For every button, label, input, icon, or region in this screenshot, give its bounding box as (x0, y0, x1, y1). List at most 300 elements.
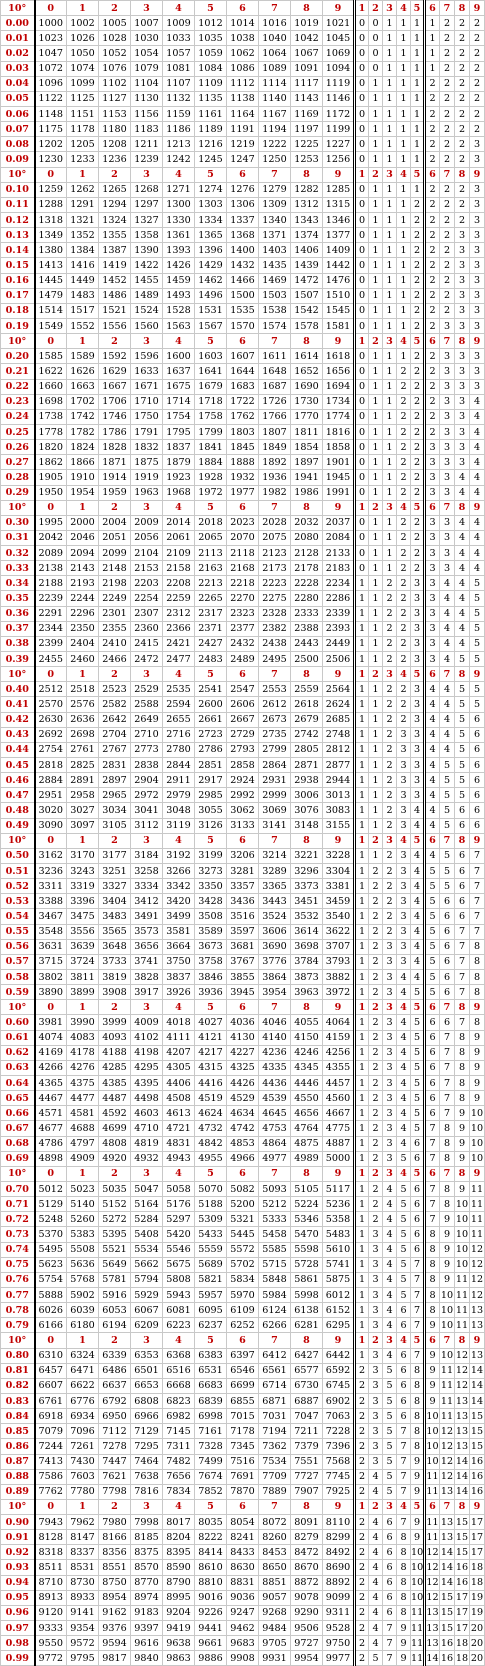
row-header-cell: 0.75 (1, 1257, 35, 1272)
value-cell: 5408 (131, 1227, 163, 1242)
value-cell: 1062 (227, 46, 259, 61)
value-cell: 4365 (35, 1075, 67, 1090)
value-cell: 4276 (67, 1060, 99, 1075)
value-cell: 1726 (259, 394, 291, 409)
column-header-cell: 3 (131, 1166, 163, 1181)
value-cell: 2529 (131, 682, 163, 697)
mean-difference-cell: 2 (440, 228, 455, 243)
value-cell: 9057 (259, 1590, 291, 1605)
value-cell: 7816 (131, 1484, 163, 1499)
mean-difference-cell: 5 (425, 864, 440, 879)
table-row (1, 1560, 485, 1575)
mean-difference-cell: 1 (369, 636, 383, 651)
value-cell: 2831 (99, 758, 131, 773)
mean-difference-cell: 11 (470, 1212, 485, 1227)
table-row (1, 485, 485, 500)
column-header-cell: 3 (383, 1499, 397, 1514)
value-cell: 6194 (99, 1318, 131, 1333)
row-header-cell: 0.35 (1, 591, 35, 606)
column-header-cell: 0 (35, 1499, 67, 1514)
mean-difference-cell: 17 (470, 1530, 485, 1545)
value-cell: 2972 (131, 788, 163, 803)
value-cell: 2864 (259, 758, 291, 773)
mean-difference-cell: 3 (470, 182, 485, 197)
value-cell: 1603 (195, 349, 227, 364)
value-cell: 1334 (195, 212, 227, 227)
value-cell: 1076 (99, 61, 131, 76)
mean-difference-cell: 2 (397, 364, 411, 379)
mean-difference-cell: 3 (411, 773, 425, 788)
mean-difference-cell: 1 (369, 788, 383, 803)
value-cell: 1390 (131, 243, 163, 258)
table-row (1, 1136, 485, 1151)
value-cell: 2113 (195, 546, 227, 561)
row-header-cell: 0.73 (1, 1227, 35, 1242)
mean-difference-cell: 7 (425, 1121, 440, 1136)
mean-difference-cell: 2 (397, 379, 411, 394)
value-cell: 1888 (227, 455, 259, 470)
value-cell: 1866 (67, 455, 99, 470)
value-cell: 2265 (195, 591, 227, 606)
value-cell: 1758 (195, 409, 227, 424)
mean-difference-cell: 9 (470, 1060, 485, 1075)
value-cell: 1426 (163, 258, 195, 273)
mean-difference-cell: 5 (397, 1197, 411, 1212)
mean-difference-cell: 10 (455, 1242, 470, 1257)
mean-difference-cell: 9 (440, 1272, 455, 1287)
mean-difference-cell: 2 (455, 137, 470, 152)
value-cell: 6577 (291, 1363, 323, 1378)
mean-difference-cell: 6 (440, 924, 455, 939)
value-cell: 1466 (227, 273, 259, 288)
value-cell: 6683 (195, 1378, 227, 1393)
mean-difference-cell: 4 (470, 455, 485, 470)
value-cell: 1914 (99, 470, 131, 485)
mean-difference-cell: 2 (411, 394, 425, 409)
value-cell: 1963 (131, 485, 163, 500)
mean-difference-cell: 7 (411, 1348, 425, 1363)
mean-difference-cell: 6 (411, 1136, 425, 1151)
value-cell: 5483 (323, 1227, 355, 1242)
value-cell: 3999 (99, 1015, 131, 1030)
value-cell: 4603 (131, 1106, 163, 1121)
row-header-cell: 0.55 (1, 924, 35, 939)
mean-difference-cell: 1 (355, 1181, 369, 1196)
mean-difference-cell: 6 (383, 1575, 397, 1590)
column-header-cell: 6 (425, 1333, 440, 1348)
row-header-cell: 0.95 (1, 1590, 35, 1605)
mean-difference-cell: 6 (383, 1515, 397, 1530)
value-cell: 5821 (195, 1272, 227, 1287)
mean-difference-cell: 3 (411, 697, 425, 712)
mean-difference-cell: 8 (411, 1378, 425, 1393)
mean-difference-cell: 0 (355, 318, 369, 333)
mean-difference-cell: 3 (369, 1287, 383, 1302)
value-cell: 6950 (99, 1409, 131, 1424)
column-header-cell: 2 (99, 167, 131, 182)
mean-difference-cell: 0 (355, 91, 369, 106)
mean-difference-cell: 2 (383, 803, 397, 818)
value-cell: 3776 (259, 954, 291, 969)
mean-difference-cell: 1 (383, 546, 397, 561)
value-cell: 3917 (131, 985, 163, 1000)
value-cell: 5794 (131, 1272, 163, 1287)
table-row (1, 1015, 485, 1030)
value-cell: 6180 (67, 1318, 99, 1333)
value-cell: 3162 (35, 848, 67, 863)
value-cell: 1738 (35, 409, 67, 424)
value-cell: 9268 (259, 1605, 291, 1620)
value-cell: 7079 (35, 1424, 67, 1439)
mean-difference-cell: 1 (355, 1151, 369, 1166)
mean-difference-cell: 0 (355, 16, 369, 31)
mean-difference-cell: 2 (440, 288, 455, 303)
mean-difference-cell: 3 (411, 712, 425, 727)
mean-difference-cell: 1 (369, 682, 383, 697)
value-cell: 6808 (131, 1393, 163, 1408)
value-cell: 1219 (227, 137, 259, 152)
value-cell: 4887 (323, 1136, 355, 1151)
value-cell: 1014 (227, 16, 259, 31)
table-row (1, 803, 485, 818)
mean-difference-cell: 1 (369, 576, 383, 591)
column-header-cell: 7 (259, 500, 291, 515)
mean-difference-cell: 8 (455, 1075, 470, 1090)
value-cell: 1084 (195, 61, 227, 76)
column-header-cell: 9 (470, 1000, 485, 1015)
value-cell: 5058 (163, 1181, 195, 1196)
mean-difference-cell: 4 (470, 440, 485, 455)
value-cell: 7834 (163, 1484, 195, 1499)
table-row (1, 258, 485, 273)
mean-difference-cell: 2 (440, 91, 455, 106)
value-cell: 2094 (67, 546, 99, 561)
column-header-cell: 0 (35, 1166, 67, 1181)
mean-difference-cell: 7 (383, 1621, 397, 1636)
mean-difference-cell: 1 (355, 712, 369, 727)
mean-difference-cell: 9 (397, 1636, 411, 1651)
mean-difference-cell: 8 (455, 1060, 470, 1075)
value-cell: 5875 (323, 1272, 355, 1287)
column-header-cell: 3 (383, 667, 397, 682)
value-cell: 2455 (35, 652, 67, 667)
value-cell: 5023 (67, 1181, 99, 1196)
value-cell: 1057 (163, 46, 195, 61)
value-cell: 2333 (291, 606, 323, 621)
value-cell: 8892 (323, 1575, 355, 1590)
value-cell: 2735 (259, 727, 291, 742)
column-header-cell: 7 (440, 1499, 455, 1514)
value-cell: 2754 (35, 742, 67, 757)
value-cell: 4159 (323, 1030, 355, 1045)
value-cell: 4009 (131, 1015, 163, 1030)
column-header-cell: 4 (163, 1166, 195, 1181)
value-cell: 1151 (67, 106, 99, 121)
value-cell: 2570 (35, 697, 67, 712)
mean-difference-cell: 4 (411, 939, 425, 954)
value-cell: 2472 (131, 652, 163, 667)
value-cell: 6209 (131, 1318, 163, 1333)
mean-difference-cell: 10 (425, 1424, 440, 1439)
value-cell: 5984 (259, 1287, 291, 1302)
mean-difference-cell: 1 (369, 742, 383, 757)
column-header-cell: 3 (383, 833, 397, 848)
mean-difference-cell: 5 (411, 1075, 425, 1090)
mean-difference-cell: 5 (369, 1651, 383, 1666)
value-cell: 1698 (35, 394, 67, 409)
value-cell: 7311 (163, 1439, 195, 1454)
mean-difference-cell: 4 (455, 515, 470, 530)
mean-difference-cell: 15 (455, 1515, 470, 1530)
mean-difference-cell: 2 (411, 273, 425, 288)
value-cell: 1107 (163, 76, 195, 91)
mean-difference-cell: 1 (383, 515, 397, 530)
mean-difference-cell: 18 (470, 1560, 485, 1575)
value-cell: 1227 (323, 137, 355, 152)
value-cell: 2917 (195, 773, 227, 788)
mean-difference-cell: 2 (355, 1424, 369, 1439)
mean-difference-cell: 2 (369, 954, 383, 969)
value-cell: 2904 (131, 773, 163, 788)
value-cell: 5495 (35, 1242, 67, 1257)
value-cell: 2123 (259, 546, 291, 561)
column-header-cell: 5 (411, 500, 425, 515)
value-cell: 1002 (67, 16, 99, 31)
value-cell: 4140 (259, 1030, 291, 1045)
value-cell: 1442 (323, 258, 355, 273)
value-cell: 6823 (163, 1393, 195, 1408)
value-cell: 1445 (35, 273, 67, 288)
mean-difference-cell: 4 (425, 848, 440, 863)
mean-difference-cell: 4 (440, 712, 455, 727)
mean-difference-cell: 6 (470, 758, 485, 773)
header-row (1, 667, 485, 682)
mean-difference-cell: 1 (397, 288, 411, 303)
value-cell: 3499 (163, 909, 195, 924)
mean-difference-cell: 3 (411, 758, 425, 773)
value-cell: 9120 (35, 1605, 67, 1620)
value-cell: 9863 (163, 1651, 195, 1666)
mean-difference-cell: 3 (455, 303, 470, 318)
mean-difference-cell: 2 (411, 197, 425, 212)
mean-difference-cell: 3 (470, 212, 485, 227)
column-header-cell: 7 (259, 334, 291, 349)
mean-difference-cell: 7 (470, 864, 485, 879)
value-cell: 2244 (67, 591, 99, 606)
value-cell: 7379 (291, 1439, 323, 1454)
mean-difference-cell: 3 (470, 258, 485, 273)
mean-difference-cell: 1 (397, 16, 411, 31)
value-cell: 6353 (131, 1348, 163, 1363)
value-cell: 8241 (227, 1530, 259, 1545)
column-header-cell: 6 (425, 1000, 440, 1015)
value-cell: 3963 (291, 985, 323, 1000)
value-cell: 2089 (35, 546, 67, 561)
mean-difference-cell: 19 (470, 1590, 485, 1605)
value-cell: 3221 (291, 848, 323, 863)
mean-difference-cell: 9 (455, 1181, 470, 1196)
mean-difference-cell: 1 (397, 318, 411, 333)
value-cell: 3516 (227, 909, 259, 924)
mean-difference-cell: 4 (425, 788, 440, 803)
value-cell: 2158 (163, 561, 195, 576)
column-header-cell: 2 (99, 1333, 131, 1348)
value-cell: 3090 (35, 818, 67, 833)
mean-difference-cell: 4 (440, 606, 455, 621)
column-header-cell: 1 (355, 334, 369, 349)
mean-difference-cell: 13 (455, 1393, 470, 1408)
value-cell: 4150 (291, 1030, 323, 1045)
value-cell: 8974 (131, 1590, 163, 1605)
value-cell: 3508 (195, 909, 227, 924)
table-row (1, 1484, 485, 1499)
mean-difference-cell: 0 (369, 31, 383, 46)
value-cell: 4207 (163, 1045, 195, 1060)
mean-difference-cell: 1 (355, 864, 369, 879)
mean-difference-cell: 0 (369, 61, 383, 76)
value-cell: 3483 (99, 909, 131, 924)
mean-difference-cell: 2 (425, 379, 440, 394)
value-cell: 1023 (35, 31, 67, 46)
mean-difference-cell: 0 (355, 122, 369, 137)
mean-difference-cell: 1 (369, 273, 383, 288)
mean-difference-cell: 5 (470, 682, 485, 697)
mean-difference-cell: 3 (369, 1393, 383, 1408)
value-cell: 1321 (67, 212, 99, 227)
value-cell: 1330 (163, 212, 195, 227)
table-row (1, 379, 485, 394)
value-cell: 6871 (259, 1393, 291, 1408)
column-header-cell: 7 (259, 1499, 291, 1514)
mean-difference-cell: 1 (411, 46, 425, 61)
value-cell: 6237 (195, 1318, 227, 1333)
value-cell: 9638 (163, 1636, 195, 1651)
mean-difference-cell: 2 (470, 61, 485, 76)
value-cell: 1476 (323, 273, 355, 288)
mean-difference-cell: 2 (397, 470, 411, 485)
column-header-cell: 3 (131, 500, 163, 515)
mean-difference-cell: 3 (425, 576, 440, 591)
value-cell: 3083 (323, 803, 355, 818)
value-cell: 3548 (35, 924, 67, 939)
mean-difference-cell: 3 (470, 318, 485, 333)
mean-difference-cell: 4 (411, 970, 425, 985)
mean-difference-cell: 5 (470, 591, 485, 606)
mean-difference-cell: 1 (355, 1136, 369, 1151)
value-cell: 7499 (195, 1454, 227, 1469)
value-cell: 4508 (163, 1091, 195, 1106)
mean-difference-cell: 2 (440, 212, 455, 227)
mean-difference-cell: 2 (369, 1030, 383, 1045)
column-header-cell: 7 (259, 667, 291, 682)
mean-difference-cell: 2 (470, 46, 485, 61)
value-cell: 8670 (291, 1560, 323, 1575)
mean-difference-cell: 1 (397, 243, 411, 258)
value-cell: 8954 (99, 1590, 131, 1605)
value-cell: 5093 (259, 1181, 291, 1196)
value-cell: 2344 (35, 621, 67, 636)
mean-difference-cell: 8 (397, 1560, 411, 1575)
mean-difference-cell: 2 (425, 424, 440, 439)
value-cell: 5105 (291, 1181, 323, 1196)
mean-difference-cell: 5 (440, 848, 455, 863)
value-cell: 2046 (67, 530, 99, 545)
column-header-cell: 1 (67, 167, 99, 182)
value-cell: 1343 (291, 212, 323, 227)
value-cell: 2339 (323, 606, 355, 621)
mean-difference-cell: 15 (440, 1605, 455, 1620)
row-header-cell: 0.20 (1, 349, 35, 364)
mean-difference-cell: 2 (455, 31, 470, 46)
value-cell: 2979 (163, 788, 195, 803)
mean-difference-cell: 5 (470, 636, 485, 651)
mean-difference-cell: 1 (369, 258, 383, 273)
table-row (1, 546, 485, 561)
mean-difference-cell: 1 (383, 273, 397, 288)
column-header-cell: 5 (195, 833, 227, 848)
mean-difference-cell: 10 (455, 1212, 470, 1227)
value-cell: 7096 (67, 1424, 99, 1439)
mean-difference-cell: 11 (470, 1181, 485, 1196)
value-cell: 1164 (227, 106, 259, 121)
mean-difference-cell: 7 (455, 924, 470, 939)
mean-difference-cell: 6 (455, 879, 470, 894)
value-cell: 3733 (99, 954, 131, 969)
mean-difference-cell: 5 (455, 788, 470, 803)
value-cell: 3304 (323, 864, 355, 879)
mean-difference-cell: 5 (397, 1242, 411, 1257)
value-cell: 1169 (291, 106, 323, 121)
mean-difference-cell: 4 (397, 1015, 411, 1030)
column-header-cell: 1 (355, 500, 369, 515)
column-header-cell: 5 (195, 667, 227, 682)
mean-difference-cell: 1 (383, 258, 397, 273)
mean-difference-cell: 1 (369, 803, 383, 818)
mean-difference-cell: 6 (440, 954, 455, 969)
mean-difference-cell: 1 (355, 1287, 369, 1302)
table-row (1, 31, 485, 46)
mean-difference-cell: 4 (455, 561, 470, 576)
value-cell: 9419 (163, 1621, 195, 1636)
value-cell: 2421 (163, 636, 195, 651)
value-cell: 3281 (227, 864, 259, 879)
column-header-cell: 9 (470, 667, 485, 682)
mean-difference-cell: 2 (411, 515, 425, 530)
mean-difference-cell: 3 (470, 349, 485, 364)
value-cell: 9795 (67, 1651, 99, 1666)
value-cell: 8831 (227, 1575, 259, 1590)
mean-difference-cell: 13 (425, 1621, 440, 1636)
column-header-cell: 7 (440, 1333, 455, 1348)
value-cell: 2951 (35, 788, 67, 803)
value-cell: 3690 (259, 939, 291, 954)
value-cell: 7112 (99, 1424, 131, 1439)
table-row (1, 440, 485, 455)
mean-difference-cell: 7 (425, 1151, 440, 1166)
mean-difference-cell: 10 (440, 1287, 455, 1302)
value-cell: 5675 (163, 1257, 195, 1272)
value-cell: 1047 (35, 46, 67, 61)
mean-difference-cell: 2 (440, 197, 455, 212)
value-cell: 1393 (163, 243, 195, 258)
mean-difference-cell: 2 (425, 182, 440, 197)
value-cell: 3565 (99, 924, 131, 939)
mean-difference-cell: 9 (397, 1651, 411, 1666)
value-cell: 2432 (227, 636, 259, 651)
column-header-cell: 9 (323, 1166, 355, 1181)
mean-difference-cell: 4 (397, 1106, 411, 1121)
value-cell: 4775 (323, 1121, 355, 1136)
